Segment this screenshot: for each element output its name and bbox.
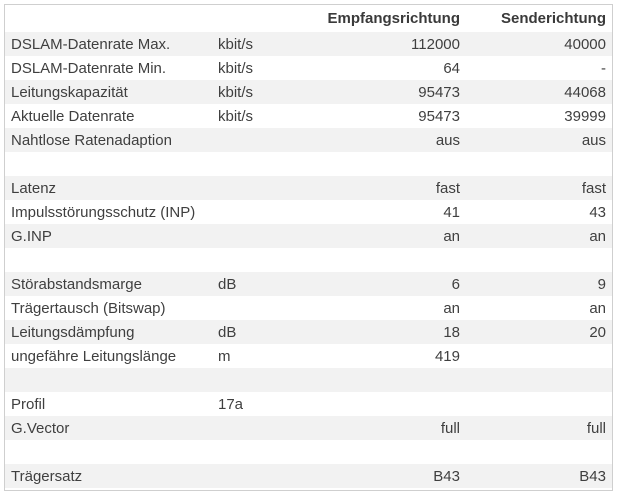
row-label: ungefähre Leitungslänge bbox=[5, 344, 214, 368]
row-upstream-value: an bbox=[466, 296, 612, 320]
row-downstream-value: aus bbox=[314, 128, 466, 152]
table-row bbox=[5, 392, 612, 416]
row-unit bbox=[214, 368, 314, 392]
row-label: Impulsstörungsschutz (INP) bbox=[5, 200, 214, 224]
row-label: Leitungskapazität bbox=[5, 80, 214, 104]
table-header-row bbox=[5, 5, 612, 32]
row-downstream-value bbox=[314, 368, 466, 392]
row-label: Leitungsdämpfung bbox=[5, 320, 214, 344]
table-row bbox=[5, 80, 612, 104]
row-unit bbox=[214, 176, 314, 200]
table-row bbox=[5, 440, 612, 464]
row-upstream-value bbox=[466, 344, 612, 368]
dsl-info-panel bbox=[4, 4, 613, 491]
row-upstream-value: B43 bbox=[466, 464, 612, 488]
row-upstream-value: an bbox=[466, 224, 612, 248]
row-upstream-value: 39999 bbox=[466, 104, 612, 128]
row-label: Trägertausch (Bitswap) bbox=[5, 296, 214, 320]
row-upstream-value: aus bbox=[466, 128, 612, 152]
row-label: Aktuelle Datenrate bbox=[5, 104, 214, 128]
row-downstream-value: 64 bbox=[314, 56, 466, 80]
table-row bbox=[5, 320, 612, 344]
row-upstream-value: 9 bbox=[466, 272, 612, 296]
row-upstream-value bbox=[466, 248, 612, 272]
table-row bbox=[5, 272, 612, 296]
table-row bbox=[5, 32, 612, 56]
row-upstream-value: fast bbox=[466, 176, 612, 200]
row-downstream-value: 95473 bbox=[314, 80, 466, 104]
header-unit-cell bbox=[214, 5, 314, 32]
row-upstream-value: 40000 bbox=[466, 32, 612, 56]
row-label: Trägersatz bbox=[5, 464, 214, 488]
row-unit bbox=[214, 440, 314, 464]
row-label: G.Vector bbox=[5, 416, 214, 440]
row-label: Nahtlose Ratenadaption bbox=[5, 128, 214, 152]
table-row bbox=[5, 248, 612, 272]
table-row bbox=[5, 200, 612, 224]
row-unit: 17a bbox=[214, 392, 314, 416]
row-upstream-value: full bbox=[466, 416, 612, 440]
table-row bbox=[5, 56, 612, 80]
row-label: Latenz bbox=[5, 176, 214, 200]
row-unit: dB bbox=[214, 272, 314, 296]
table-row bbox=[5, 224, 612, 248]
row-unit: m bbox=[214, 344, 314, 368]
table-row bbox=[5, 176, 612, 200]
row-unit bbox=[214, 416, 314, 440]
row-upstream-value: - bbox=[466, 56, 612, 80]
row-unit bbox=[214, 224, 314, 248]
row-downstream-value: 18 bbox=[314, 320, 466, 344]
row-downstream-value bbox=[314, 440, 466, 464]
row-unit bbox=[214, 152, 314, 176]
row-downstream-value: 6 bbox=[314, 272, 466, 296]
row-upstream-value: 43 bbox=[466, 200, 612, 224]
row-label bbox=[5, 368, 214, 392]
table-row bbox=[5, 344, 612, 368]
header-downstream: Empfangsrichtung bbox=[327, 10, 460, 27]
table-row bbox=[5, 128, 612, 152]
table-row bbox=[5, 416, 612, 440]
table-row bbox=[5, 464, 612, 488]
row-label bbox=[5, 248, 214, 272]
row-unit: kbit/s bbox=[214, 104, 314, 128]
row-label: Störabstandsmarge bbox=[5, 272, 214, 296]
row-downstream-value: 95473 bbox=[314, 104, 466, 128]
header-upstream: Senderichtung bbox=[500, 10, 606, 27]
row-unit bbox=[214, 464, 314, 488]
row-upstream-value bbox=[466, 368, 612, 392]
row-downstream-value: 41 bbox=[314, 200, 466, 224]
row-upstream-value: 20 bbox=[466, 320, 612, 344]
row-unit bbox=[214, 296, 314, 320]
row-upstream-value: 44068 bbox=[466, 80, 612, 104]
row-unit bbox=[214, 200, 314, 224]
row-unit: dB bbox=[214, 320, 314, 344]
row-downstream-value bbox=[314, 152, 466, 176]
row-unit bbox=[214, 248, 314, 272]
row-downstream-value: an bbox=[314, 224, 466, 248]
table-row bbox=[5, 152, 612, 176]
row-label bbox=[5, 440, 214, 464]
row-label: DSLAM-Datenrate Max. bbox=[5, 32, 214, 56]
table-row bbox=[5, 104, 612, 128]
row-label: Profil bbox=[5, 392, 214, 416]
header-blank-cell bbox=[5, 5, 214, 32]
row-upstream-value bbox=[466, 392, 612, 416]
row-unit: kbit/s bbox=[214, 32, 314, 56]
dsl-line-table bbox=[5, 5, 612, 488]
row-downstream-value: 419 bbox=[314, 344, 466, 368]
row-unit bbox=[214, 128, 314, 152]
row-downstream-value: fast bbox=[314, 176, 466, 200]
table-row bbox=[5, 368, 612, 392]
row-downstream-value: B43 bbox=[314, 464, 466, 488]
row-label: DSLAM-Datenrate Min. bbox=[5, 56, 214, 80]
row-downstream-value: full bbox=[314, 416, 466, 440]
row-label: G.INP bbox=[5, 224, 214, 248]
table-row bbox=[5, 296, 612, 320]
row-downstream-value: 112000 bbox=[314, 32, 466, 56]
row-upstream-value bbox=[466, 440, 612, 464]
row-downstream-value bbox=[314, 392, 466, 416]
row-downstream-value: an bbox=[314, 296, 466, 320]
row-upstream-value bbox=[466, 152, 612, 176]
row-unit: kbit/s bbox=[214, 56, 314, 80]
row-downstream-value bbox=[314, 248, 466, 272]
row-unit: kbit/s bbox=[214, 80, 314, 104]
row-label bbox=[5, 152, 214, 176]
